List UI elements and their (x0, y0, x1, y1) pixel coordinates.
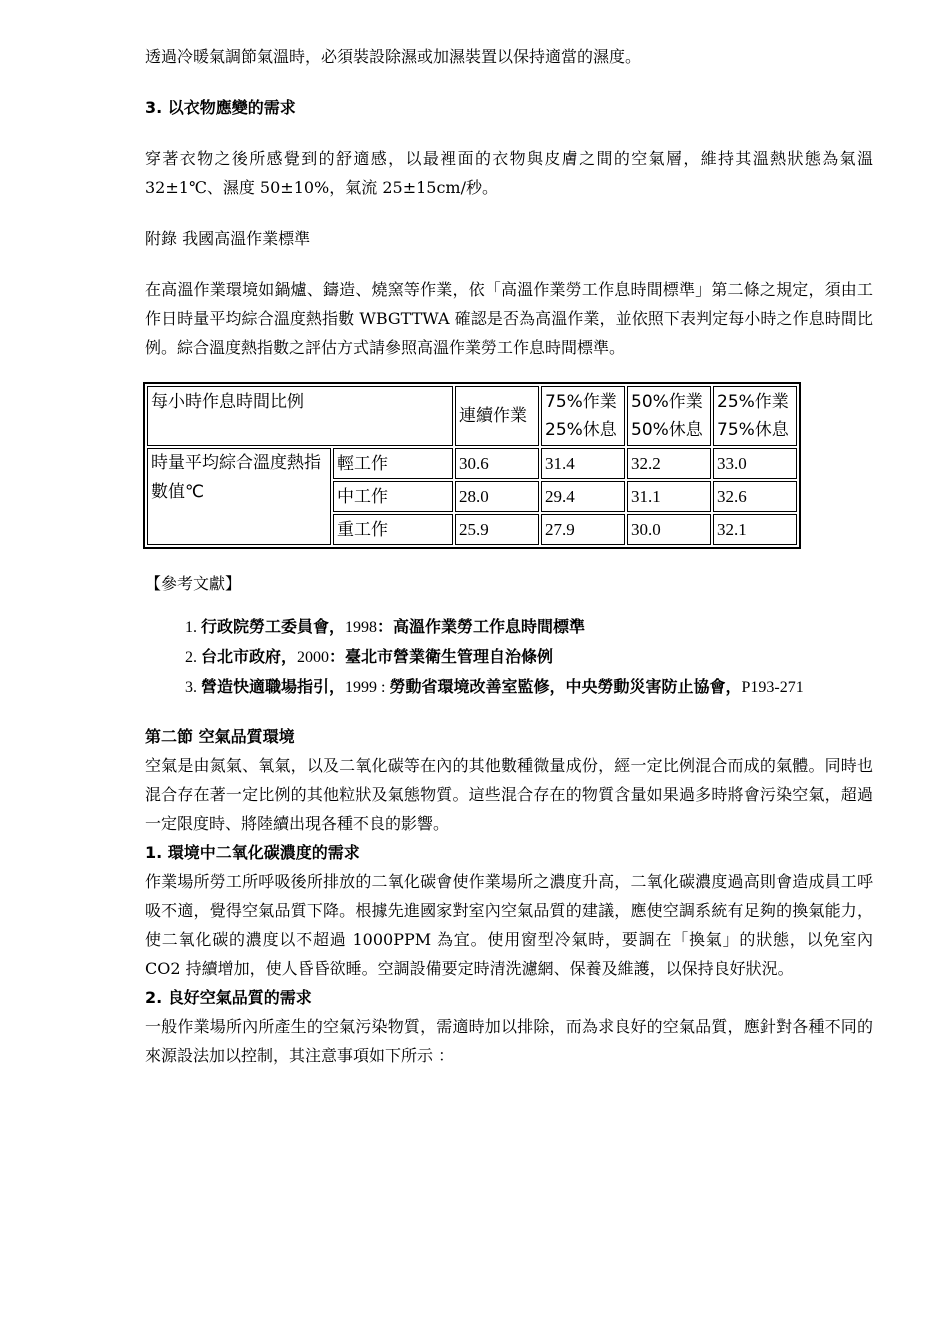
cell-heavy-25: 32.1 (713, 514, 797, 545)
cell-light-50: 32.2 (627, 448, 711, 479)
header-ratio: 每小時作息時間比例 (147, 386, 453, 446)
paragraph-co2: 作業場所勞工所呼吸後所排放的二氧化碳會使作業場所之濃度升高，二氧化碳濃度過高則會造成員工呼吸不適，覺得空氣品質下降。根據先進國家對室內空氣品質的建議，應使空調系統有足夠的換氣能力，使二氧化碳的濃度以不超過 1000PPM 為宜。使用窗型冷氣時，要調在「換氣」的狀態，以免室內 CO2 持續增加，使人昏昏欲睡。空調設備要定時清洗濾網、保養及維護，以保持良好狀況。 (145, 872, 873, 978)
reference-year: 1999 : (345, 679, 390, 696)
header-50-work (627, 386, 711, 446)
reference-author: 營造快適職場指引， (201, 677, 346, 696)
header-25-work-line2: 75%休息 (717, 420, 789, 440)
heading-clothing: 3. 以衣物應變的需求 (145, 98, 296, 117)
cell-light-25: 33.0 (713, 448, 797, 479)
section-2-title: 第二節 空氣品質環境 (145, 727, 295, 746)
cell-light-cont: 30.6 (455, 448, 539, 479)
cell-heavy-50: 30.0 (627, 514, 711, 545)
reference-author: 台北市政府， (201, 647, 298, 666)
header-75-work (541, 386, 625, 446)
reference-pages: P193-271 (741, 679, 804, 696)
cell-heavy-75: 27.9 (541, 514, 625, 545)
reference-title: 勞動省環境改善室監修，中央勞動災害防止協會， (389, 677, 742, 696)
heading-air-quality: 2. 良好空氣品質的需求 (145, 988, 312, 1007)
cell-medium-cont: 28.0 (455, 481, 539, 512)
header-75-work-line2: 25%休息 (545, 420, 617, 440)
reference-title: ：高溫作業勞工作息時間標準 (377, 617, 586, 636)
cell-light-work: 輕工作 (333, 448, 453, 479)
appendix-title: 附錄 我國高溫作業標準 (145, 229, 311, 248)
paragraph-humidity: 透過冷暖氣調節氣溫時，必須裝設除濕或加濕裝置以保持適當的濕度。 (145, 47, 642, 66)
reference-title: ：臺北市營業衛生管理自治條例 (329, 647, 554, 666)
cell-medium-25: 32.6 (713, 481, 797, 512)
cell-medium-work: 中工作 (333, 481, 453, 512)
reference-item (201, 612, 873, 642)
cell-heavy-work: 重工作 (333, 514, 453, 545)
reference-year: 1998 (345, 619, 378, 636)
reference-author: 行政院勞工委員會， (201, 617, 346, 636)
reference-item (201, 642, 873, 672)
cell-medium-50: 31.1 (627, 481, 711, 512)
paragraph-clothing: 穿著衣物之後所感覺到的舒適感，以最裡面的衣物與皮膚之間的空氣層，維持其溫熱狀態為氣溫 32±1℃、濕度 50±10%，氣流 25±15cm/秒。 (145, 149, 873, 197)
header-25-work (713, 386, 797, 446)
row-label-wbgt: 時量平均綜合溫度熱指數值℃ (147, 448, 331, 545)
cell-heavy-cont: 25.9 (455, 514, 539, 545)
header-continuous: 連續作業 (455, 386, 539, 446)
paragraph-appendix: 在高溫作業環境如鍋爐、鑄造、燒窯等作業，依「高溫作業勞工作息時間標準」第二條之規定，須由工作日時量平均綜合溫度熱指數 WBGTTWA 確認是否為高溫作業，並依照下表判定每小時之作息時間比例。綜合溫度熱指數之評估方式請參照高溫作業勞工作息時間標準。 (145, 280, 873, 357)
references-title: 【參考文獻】 (145, 574, 242, 593)
section-2-paragraph: 空氣是由氮氣、氧氣，以及二氧化碳等在內的其他數種微量成份，經一定比例混合而成的氣體。同時也混合存在著一定比例的其他粒狀及氣態物質。這些混合存在的物質含量如果過多時將會污染空氣，超過一定限度時、將陸續出現各種不良的影響。 (145, 756, 873, 833)
paragraph-air-quality: 一般作業場所內所產生的空氣污染物質，需適時加以排除，而為求良好的空氣品質，應針對各種不同的來源設法加以控制，其注意事項如下所示 ： (145, 1017, 873, 1065)
header-25-work-line1: 25%作業 (717, 392, 789, 412)
header-50-work-line1: 50%作業 (631, 392, 703, 412)
heading-co2: 1. 環境中二氧化碳濃度的需求 (145, 843, 360, 862)
header-50-work-line2: 50%休息 (631, 420, 703, 440)
reference-item (201, 672, 873, 702)
document-page (145, 42, 873, 1070)
references-list (145, 612, 873, 702)
header-75-work-line1: 75%作業 (545, 392, 617, 412)
heat-work-standard-table (143, 382, 801, 549)
cell-light-75: 31.4 (541, 448, 625, 479)
cell-medium-75: 29.4 (541, 481, 625, 512)
reference-year: 2000 (297, 649, 330, 666)
